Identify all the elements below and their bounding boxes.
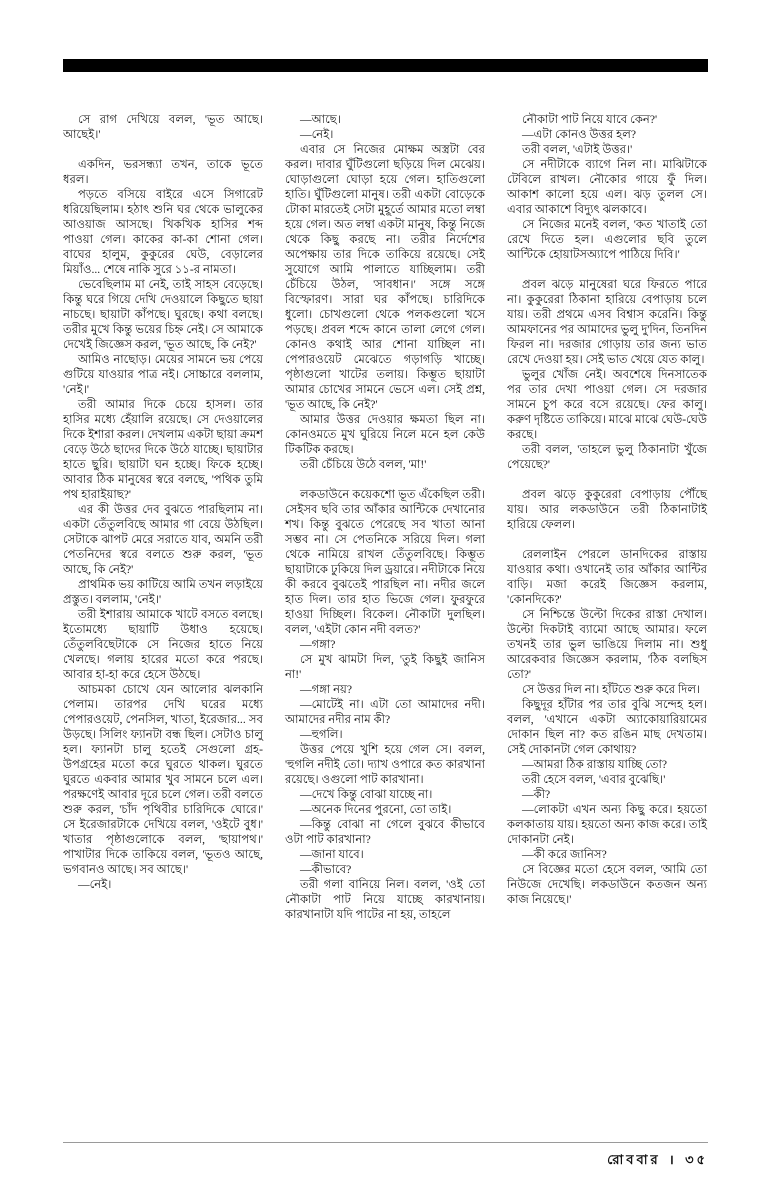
text-column-2 <box>285 112 485 1140</box>
paragraph: আমিও নাছোড়। মেয়ের সামনে ভয় পেয়ে গুটিয়ে যাওয়ার পাত্র নই। সোচ্চারে বললাম, 'নেই।' <box>63 353 263 396</box>
paragraph: সে নদীটাকে ব্যাগে নিল না। মাঝিটাকে টেবিলে রাখল। নৌকোর গায়ে ফুঁ দিল। আকাশ কালো হয়ে এল। ঝড় তুলল সে। এবার আকাশে বিদ্যুৎ ঝলকাবে। <box>507 158 707 216</box>
paragraph: একদিন, ভরসন্ধ্যা তখন, তাকে ভূতে ধরল। <box>63 158 263 186</box>
dialogue-line: —হুগলি। <box>300 728 343 741</box>
page-number: ৩৫ <box>685 1152 708 1167</box>
paragraph: সে নিশ্চিন্তে উল্টো দিকের রাস্তা দেখাল। উল্টো দিকটাই ব্যামো আছে আমার। ফলে তখনই তার ভুল ভাঙিয়ে দিলাম না। শুধু আরেকবার জিজ্ঞেস করলাম, 'ঠিক বলছিস তো?' <box>507 608 707 681</box>
dialogue-line: —লোকটা এখন অন্য কিছু করে। হয়তো কলকাতায় যায়। হয়তো অন্য কাজ করে। তাই দোকানটা নেই। <box>507 803 707 846</box>
paragraph: তরী ইশারায় আমাকে খাটে বসতে বলছে। ইতোমধ্যে ছায়াটি উধাও হয়েছে। তেঁতুলবিছেটাকে সে নিজের হাতে নিয়ে খেলছে। গলায় হারের মতো করে পরছে। আবার হা-হা করে হেসে উঠছে। <box>63 608 263 681</box>
paragraph: তরী আমার দিকে চেয়ে হাসল। তার হাসির মধ্যে হেঁয়ালি রয়েছে। সে দেওয়ালের দিকে ইশারা করল। দেখলাম একটা ছায়া ক্রমশ বেড়ে উঠে ছাদের দিকে উঠে যাচ্ছে। ছায়াটার হাতে ছুরি। ছায়াটা ঘন হচ্ছে। ফিকে হচ্ছে। আবার ঠিক মানুষের স্বরে বলছে, 'পথিক তুমি পথ হারাইয়াছ?' <box>63 398 263 501</box>
article-body <box>63 112 708 1140</box>
paragraph: তরী গলা বানিয়ে নিল। বলল, 'ওই তো নৌকাটা পাট নিয়ে যাচ্ছে কারখানায়। কারখানাটা যদি পাটের না হয়, তাহলে <box>285 878 485 921</box>
paragraph: আচমকা চোখে যেন আলোর ঝলকানি পেলাম। তারপর দেখি ঘরের মধ্যে পেপারওয়েট, পেনসিল, খাতা, ইরেজার... সব উড়ছে। সিলিং ফ্যানটা বন্ধ ছিল। সেটাও চালু হল। ফ্যানটা চালু হতেই সেগুলো গ্রহ-উপগ্রহের মতো করে ঘুরতে থাকল। ঘুরতে ঘুরতে একবার আমার খুব সামনে চলে এল। পরক্ষণেই আবার দূরে চলে গেল। তরী বলতে শুরু করল, 'চাঁদ পৃথিবীর চারিদিকে ঘোরে।' সে ইরেজারটাকে দেখিয়ে বলল, 'ওইটে বুধ।' খাতার পৃষ্ঠাগুলোকে বলল, 'ছায়াপথ।' পাখাটার দিকে তাকিয়ে বলল, 'ভূতও আছে, ভগবানও আছে। সব আছে।' <box>63 683 263 876</box>
paragraph: প্রবল ঝড়ে কুকুরেরা বেপাড়ায় পৌঁছে যায়। আর লকডাউনে তরী ঠিকানাটাই হারিয়ে ফেলল। <box>507 488 707 531</box>
paragraph: প্রাথমিক ভয় কাটিয়ে আমি তখন লড়াইয়ে প্রস্তুত। বললাম, 'নেই।' <box>63 578 263 606</box>
dialogue-line: —আছে। <box>300 113 341 126</box>
paragraph: পড়তে বসিয়ে বাইরে এসে সিগারেট ধরিয়েছিলাম। হঠাৎ শুনি ঘর থেকে ভালুকের আওয়াজ আসছে। খিকখিক হাসির শব্দ পাওয়া গেল। কাকের কা-কা শোনা গেল। বাঘের হালুম, কুকুরের ঘেউ, বেড়ালের মিয়াঁও... শেষে নাকি সুরে ১১-র নামতা। <box>63 188 263 276</box>
dialogue-line: —গঙ্গা? <box>300 638 336 651</box>
paragraph: সে বিজ্ঞের মতো হেসে বলল, 'আমি তো নিউজে দেখেছি। লকডাউনে কতজন অন্য কাজ নিয়েছে।' <box>507 863 707 906</box>
footer-rule <box>63 1142 708 1143</box>
paragraph: নৌকাটা পাট নিয়ে যাবে কেন?' <box>522 113 658 126</box>
dialogue-line: —কিন্তু বোঝা না গেলে বুঝবে কীভাবে ওটা পাট কারখানা? <box>285 818 485 846</box>
dialogue-line: —মোটেই না। এটা তো আমাদের নদী। আমাদের নদীর নাম কী? <box>285 698 485 726</box>
paragraph: সে মুখ ঝামটা দিল, 'তুই কিছুই জানিস না!' <box>285 653 485 681</box>
dialogue-line: —জানা যাবে। <box>300 848 364 861</box>
paragraph: এর কী উত্তর দেব বুঝতে পারছিলাম না। একটা তেঁতুলবিছে আমার গা বেয়ে উঠছিল। সেটাকে ঝাপট মেরে সরাতে যাব, অমনি তরী পেতনিদের স্বরে বলতে শুরু করল, 'ভূত আছে, কি নেই?' <box>63 503 263 576</box>
dialogue-line: —গঙ্গা নয়? <box>300 683 353 696</box>
dialogue-line: —আমরা ঠিক রাস্তায় যাচ্ছি তো? <box>522 758 668 771</box>
paragraph: কিছুদূর হাঁটার পর তার বুঝি সন্দেহ হল। বলল, 'এখানে একটা অ্যাকোয়ারিয়ামের দোকান ছিল না? কত রঙিন মাছ দেখতাম। সেই দোকানটা গেল কোথায়? <box>507 698 707 756</box>
dialogue-line: —দেখে কিন্তু বোঝা যাচ্ছে না। <box>300 788 433 801</box>
paragraph: তরী হেসে বলল, 'এবার বুঝেছি।' <box>522 773 666 786</box>
magazine-name: রোববার <box>607 1152 661 1167</box>
dialogue-line: —এটা কোনও উত্তর হল? <box>522 128 636 141</box>
paragraph: ভেবেছিলাম মা নেই, তাই সাহস বেড়েছে। কিন্তু ঘরে গিয়ে দেখি দেওয়ালে কিছুতে ছায়া নাচছে। ছায়াটা কাঁপছে। ঘুরছে। কথা বলছে। তরীর মুখে কিন্তু ভয়ের চিহ্ন নেই। সে আমাকে দেখেই জিজ্ঞেস করল, 'ভূত আছে, কি নেই?' <box>63 278 263 351</box>
paragraph: তরী চেঁচিয়ে উঠে বলল, 'মা!' <box>300 458 427 471</box>
paragraph: সে উত্তর দিল না। হাঁটতে শুরু করে দিল। <box>522 683 701 696</box>
footer-separator: । <box>668 1152 677 1167</box>
text-column-3 <box>507 112 707 1140</box>
paragraph: সে নিজের মনেই বলল, 'কত খাতাই তো রেখে দিতে হল। এগুলোর ছবি তুলে আন্টিকে হোয়াটসঅ্যাপে পাঠিয়ে দিবি।' <box>507 218 707 261</box>
dialogue-line: —নেই। <box>300 128 334 141</box>
paragraph: প্রবল ঝড়ে মানুষেরা ঘরে ফিরতে পারে না। কুকুরেরা ঠিকানা হারিয়ে বেপাড়ায় চলে যায়। তরী প্রথমে এসব বিশ্বাস করেনি। কিন্তু আমফানের পর আমাদের ভুলু দু'দিন, তিনদিন ফিরল না। দরজার গোড়ায় তার জন্য ভাত রেখে দেওয়া হয়। সেই ভাত খেয়ে যেত কালু। <box>507 278 707 366</box>
footer-text <box>63 1150 708 1172</box>
paragraph: ভুলুর খোঁজ নেই। অবশেষে দিনসাতেক পর তার দেখা পাওয়া গেল। সে দরজার সামনে চুপ করে বসে রয়েছে। ফের কালু। করুণ দৃষ্টিতে তাকিয়ে। মাঝে মাঝে ঘেউ-ঘেউ করছে। <box>507 368 707 441</box>
dialogue-line: —কীভাবে? <box>300 863 352 876</box>
paragraph: রেললাইন পেরলে ডানদিকের রাস্তায় যাওয়ার কথা। ওখানেই তার আঁকার আন্টির বাড়ি। মজা করেই জিজ্ঞেস করলাম, 'কোনদিকে?' <box>507 548 707 606</box>
paragraph: লকডাউনে কয়েকশো ভূত এঁকেছিল তরী। সেইসব ছবি তার আঁকার আন্টিকে দেখানোর শখ। কিন্তু বুঝতে পেরেছে সব খাতা আনা সম্ভব না। সে পেতনিকে সরিয়ে দিল। গলা থেকে নামিয়ে রাখল তেঁতুলবিছে। কিম্ভূত ছায়াটাকে ঢুকিয়ে দিল ড্রয়ারে। নদীটাকে নিয়ে কী করবে বুঝতেই পারছিল না। নদীর জলে হাত দিল। তার হাত ভিজে গেল। ফুরফুরে হাওয়া দিচ্ছিল। বিকেল। নৌকাটা দুলছিল। বলল, 'এইটা কোন নদী বলত?' <box>285 488 485 636</box>
dialogue-line: —কী করে জানিস? <box>522 848 607 861</box>
dialogue-line: —কী? <box>522 788 551 801</box>
paragraph: এবার সে নিজের মোক্ষম অস্ত্রটা বের করল। দাবার ঘুঁটিগুলো ছড়িয়ে দিল মেঝেয়। ঘোড়াগুলো ঘোড়া হয়ে গেল। হাতিগুলো হাতি। ঘুঁটিগুলো মানুষ। তরী একটা বোড়েকে টোকা মারতেই সেটা মুহূর্তে আমার মতো লম্বা হয়ে গেল। অত লম্বা একটা মানুষ, কিন্তু নিজে থেকে কিছু করছে না। তরীর নির্দেশের অপেক্ষায় তার দিকে তাকিয়ে রয়েছে। সেই সুযোগে আমি পালাতে যাচ্ছিলাম। তরী চেঁচিয়ে উঠল, 'সাবধান।' সঙ্গে সঙ্গে বিস্ফোরণ। সারা ঘর কাঁপছে। চারিদিকে ধুলো। চোখগুলো থেকে পলকগুলো খসে পড়ছে। প্রবল শব্দে কানে তালা লেগে গেল। কোনও কথাই আর শোনা যাচ্ছিল না। পেপারওয়েট মেঝেতে গড়াগড়ি খাচ্ছে। পৃষ্ঠাগুলো খাটের তলায়। কিম্ভূত ছায়াটা আমার চোখের সামনে ভেসে এল। সেই প্রশ্ন, 'ভূত আছে, কি নেই?' <box>285 143 485 411</box>
text-column-1 <box>63 112 263 1140</box>
dialogue-line: —অনেক দিনের পুরনো, তো তাই। <box>300 803 452 816</box>
page-footer <box>63 1142 708 1172</box>
paragraph: আমার উত্তর দেওয়ার ক্ষমতা ছিল না। কোনওমতে মুখ ঘুরিয়ে নিলে মনে হল কেউ টিকটিক করছে। <box>285 413 485 456</box>
paragraph: উত্তর পেয়ে খুশি হয়ে গেল সে। বলল, 'হুগলি নদীই তো। দ্যাখ ওপারে কত কারখানা রয়েছে। ওগুলো পাট কারখানা। <box>285 743 485 786</box>
paragraph: তরী বলল, 'তাহলে ভুলু ঠিকানাটা খুঁজে পেয়েছে?' <box>507 443 707 471</box>
paragraph: তরী বলল, 'এটাই উত্তর।' <box>522 143 633 156</box>
top-rule <box>63 59 708 72</box>
dialogue-line: —নেই। <box>78 878 112 891</box>
paragraph: সে রাগ দেখিয়ে বলল, 'ভূত আছে। আছেই।' <box>63 113 263 141</box>
